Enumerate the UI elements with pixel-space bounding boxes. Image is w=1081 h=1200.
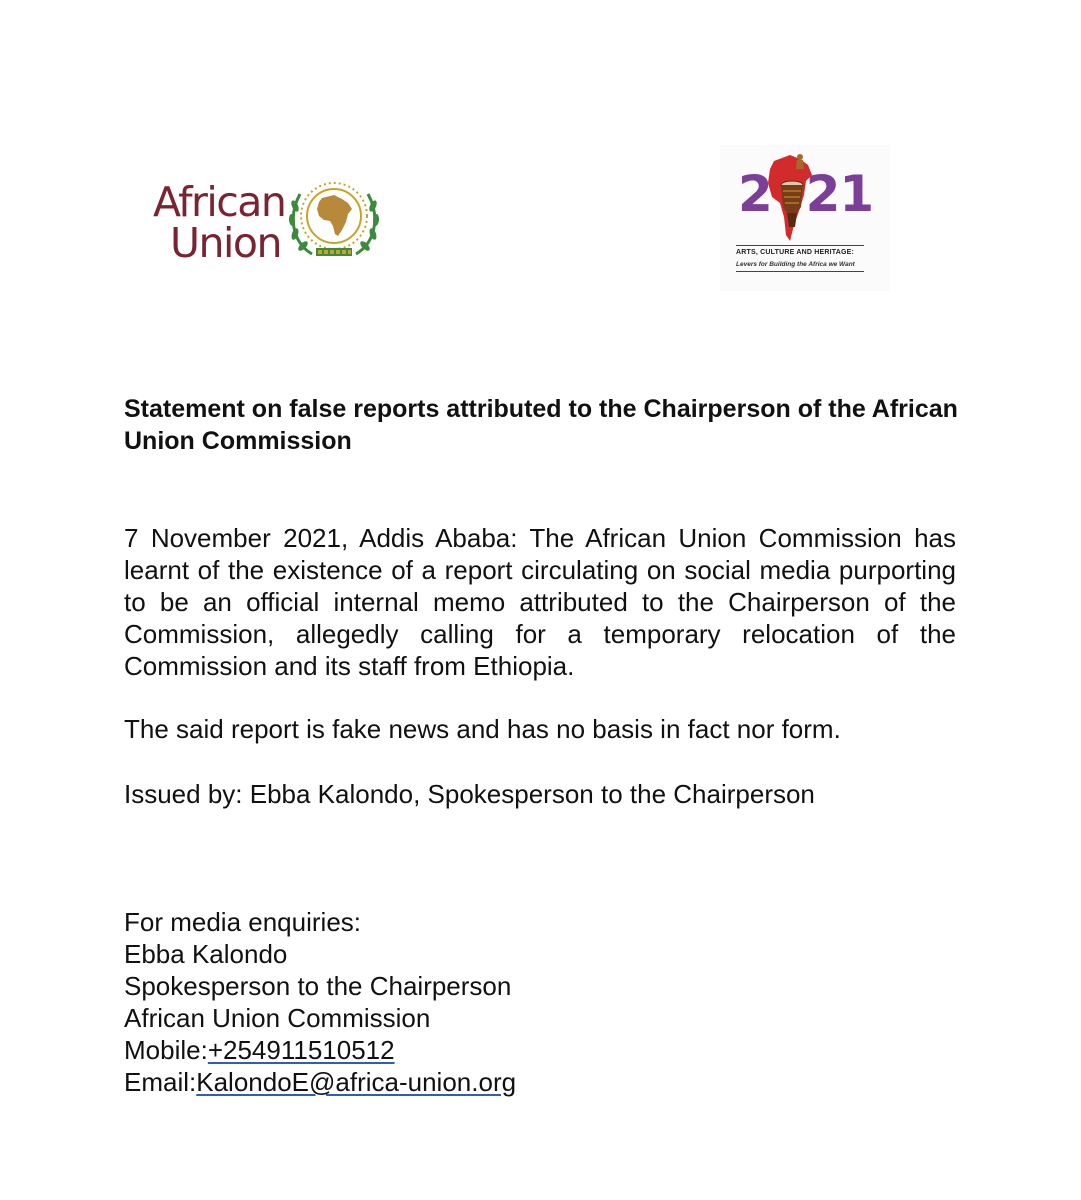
contact-organization: African Union Commission: [124, 1003, 431, 1033]
contact-name: Ebba Kalondo: [124, 939, 288, 969]
statement-paragraph-main: 7 November 2021, Addis Ababa: The African Union Commission has learnt of the existence of a report circulating on social media purporting to be an official internal memo attributed to the Chairperson of the Commission, allegedly calling for a temporary relocation of the Commission and its staff from Ethiopia.: [124, 523, 956, 681]
email-label: Email:: [124, 1067, 197, 1097]
mobile-link[interactable]: +254911510512: [207, 1035, 395, 1065]
email-link[interactable]: KalondoE@africa-union.org: [196, 1067, 517, 1097]
contact-role: Spokesperson to the Chairperson: [124, 971, 512, 1001]
au-logo-word-union: Union: [170, 219, 281, 267]
theme-title: ARTS, CULTURE AND HERITAGE:: [736, 249, 855, 256]
contact-intro: For media enquiries:: [124, 907, 361, 937]
contact-mobile-line: [124, 1034, 516, 1066]
au-emblem-icon: [286, 176, 382, 262]
statement-heading: Statement on false reports attributed to the Chairperson of the African Union Commission: [124, 395, 958, 455]
africa-drum-icon: [766, 151, 816, 247]
african-union-logo: [150, 176, 390, 266]
arts-culture-heritage-logo: [720, 145, 890, 291]
theme-rule-top: [736, 245, 864, 246]
theme-year-right: 21: [805, 165, 874, 223]
media-contact-block: [124, 906, 516, 1098]
au-logo-word-african: African: [153, 178, 286, 226]
theme-subtitle: Levers for Building the Africa we Want: [736, 261, 855, 268]
theme-year-left: 2: [738, 165, 772, 223]
mobile-label: Mobile:: [124, 1035, 208, 1065]
statement-issued-by: Issued by: Ebba Kalondo, Spokesperson to the Chairperson: [124, 779, 815, 809]
statement-paragraph-denial: The said report is fake news and has no basis in fact nor form.: [124, 714, 841, 744]
theme-rule-bottom: [736, 271, 864, 272]
contact-email-line: [124, 1066, 516, 1098]
